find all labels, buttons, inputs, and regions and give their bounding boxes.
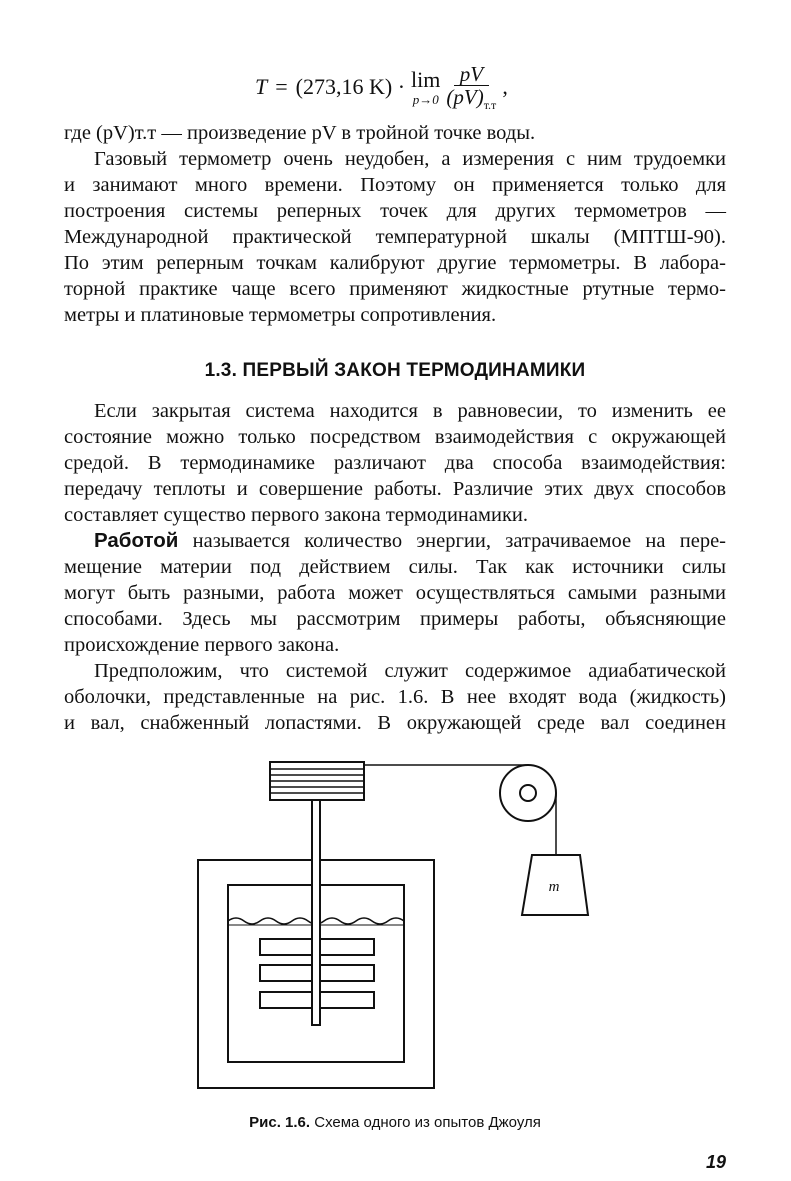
formula-limit [411,66,441,107]
text-line: Газовый термометр очень неудобен, а измерения с ним трудоемки [94,148,726,170]
formula-denominator-main: (pV) [446,84,484,109]
page-number: 19 [705,1152,726,1172]
text-line: способами. Здесь мы рассмотрим примеры работы, объясняющие [64,608,726,630]
text-line: торной практике чаще всего применяют жидкостные ртутные термо- [64,278,726,300]
paragraph-formula-note [64,120,726,146]
figure-caption [64,1114,726,1131]
text-fragment: называется количество энергии, затрачиваемое на пере- [178,530,726,552]
text-line: происхождение первого закона. [64,634,340,656]
text-line: построения системы реперных точек для других термометров — [64,200,726,222]
temperature-formula [255,62,508,112]
paragraph-joule-setup [64,658,726,736]
formula-lhs: T [255,74,268,99]
formula-constant: (273,16 K) · [295,74,406,99]
caption-text: Схема одного из опытов Джоуля [310,1114,541,1131]
joule-experiment-diagram [190,755,590,1095]
text-line: Международной практической температурной шкалы (МПТШ-90). [64,226,726,248]
formula-comma: , [502,74,508,99]
text-line: передачу теплоты и совершение работы. Различие этих двух способов [64,478,726,500]
formula-lim-sub: p→0 [412,91,439,107]
text-line: и занимают много времени. Поэтому он применяется только для [64,174,726,196]
text-line: и вал, снабженный лопастями. В окружающей среде вал соединен [64,712,726,734]
formula-equals: = [275,74,288,99]
text-line: средой. В термодинамике различают два способа взаимодействия: [64,452,726,474]
text-line: мещение материи под действием силы. Так как источники силы [64,556,726,578]
section-heading: 1.3. ПЕРВЫЙ ЗАКОН ТЕРМОДИНАМИКИ [204,360,586,381]
shaft [312,797,320,1025]
caption-label: Рис. 1.6. [249,1114,311,1131]
formula-denominator-sub: т.т [483,97,497,112]
text-line: Предположим, что системой служит содержимое адиабатической [94,660,726,682]
formula-denominator [446,86,496,112]
text-line: Если закрытая система находится в равновесии, то изменить ее [94,400,726,422]
formula-fraction [446,63,496,112]
text-line: состояние можно только посредством взаимодействия с окружающей [64,426,726,448]
mass-label: m [548,879,560,895]
paragraph-first-law-intro [64,398,726,528]
term-work: Работой [94,529,179,552]
paragraph-gas-thermometer [64,146,726,328]
text-line: По этим реперным точкам калибруют другие термометры. В лабора- [64,252,726,274]
text-line: могут быть разными, работа может осуществляться самыми разными [64,582,726,604]
text-line: где (pV)т.т — произведение pV в тройной точке воды. [64,122,536,144]
text-line: составляет существо первого закона термодинамики. [64,504,529,526]
text-line: оболочки, представленные на рис. 1.6. В нее входят вода (жидкость) [64,686,726,708]
text-line [64,528,726,554]
text-line: метры и платиновые термометры сопротивления. [64,304,497,326]
paragraph-work-definition [64,528,726,658]
formula-numerator: pV [454,63,489,86]
pulley-axle [520,785,536,801]
formula-lim-word: lim [411,66,441,92]
